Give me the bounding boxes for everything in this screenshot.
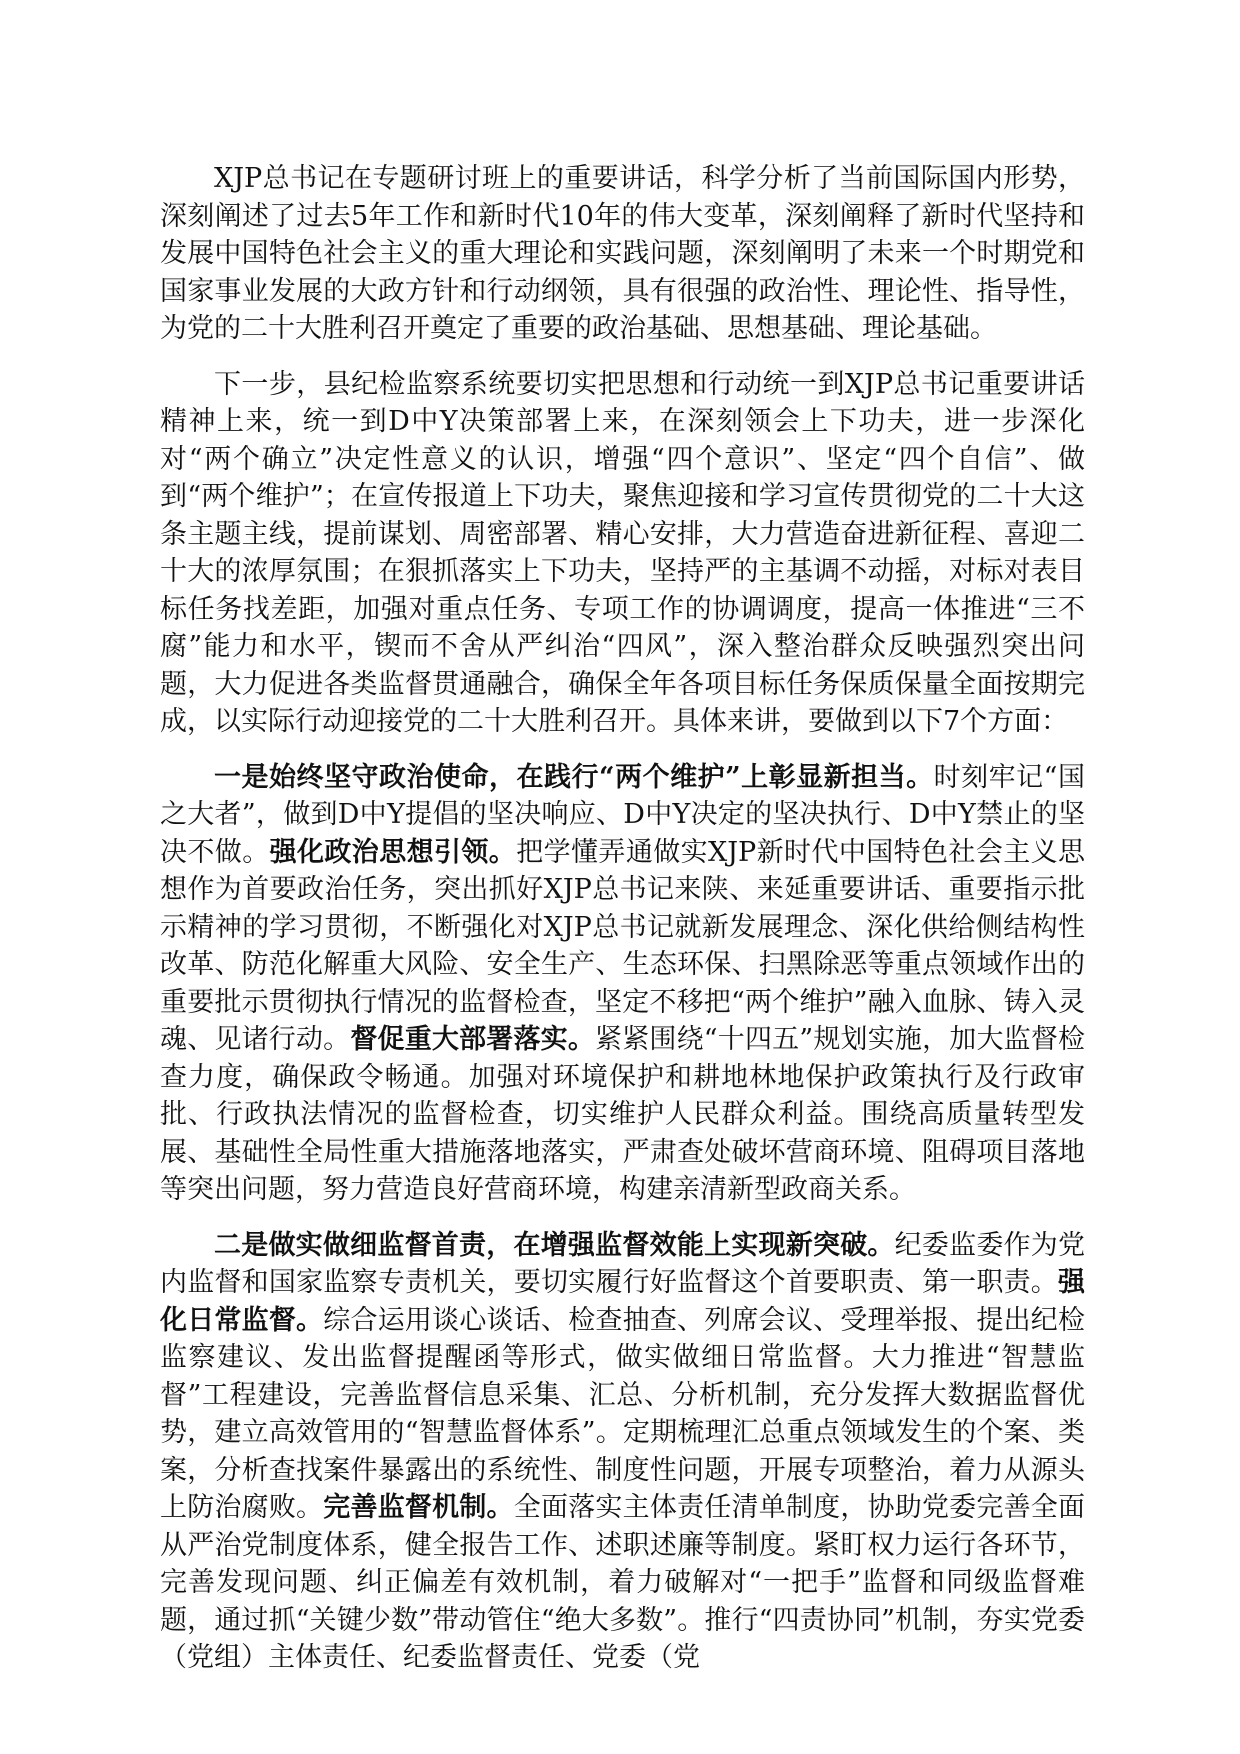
paragraph-2: [160, 366, 1085, 741]
section-2-subheading-1: 强化日常监督。: [160, 1267, 1085, 1336]
section-2-text-2: 综合运用谈心谈话、检查抽查、列席会议、受理举报、提出纪检监察建议、发出监督提醒函等形式，做实做细日常监督。大力推进“智慧监督”工程建设，完善监督信息采集、汇总、分析机制，充分发挥大数据监督优势，建立高效管用的“智慧监督体系”。定期梳理汇总重点领域发生的个案、类案，分析查找案件暴露出的系统性、制度性问题，开展专项整治，着力从源头上防治腐败。: [160, 1304, 1086, 1523]
paragraph-2-text: 下一步，县纪检监察系统要切实把思想和行动统一到XJP总书记重要讲话精神上来，统一到D中Y决策部署上来，在深刻领会上下功夫，进一步深化对“两个确立”决定性意义的认识，增强“四个意识”、坚定“四个自信”、做到“两个维护”；在宣传报道上下功夫，聚焦迎接和学习宣传贯彻党的二十大这条主题主线，提前谋划、周密部署、精心安排，大力营造奋进新征程、喜迎二十大的浓厚氛围；在狠抓落实上下功夫，坚持严的主基调不动摇，对标对表目标任务找差距，加强对重点任务、专项工作的协调调度，提高一体推进“三不腐”能力和水平，锲而不舍从严纠治“四风”，深入整治群众反映强烈突出问题，大力促进各类监督贯通融合，确保全年各项目标任务保质保量全面按期完成，以实际行动迎接党的二十大胜利召开。具体来讲，要做到以下7个方面：: [160, 368, 1085, 737]
paragraph-1: [160, 160, 1085, 348]
paragraph-4: [160, 1227, 1085, 1677]
section-1-text-3: 紧紧围绕“十四五”规划实施，加大监督检查力度，确保政令畅通。加强对环境保护和耕地林地保护政策执行及行政审批、行政执法情况的监督检查，切实维护人民群众利益。围绕高质量转型发展、基础性全局性重大措施落地落实，严肃查处破坏营商环境、阻碍项目落地等突出问题，努力营造良好营商环境，构建亲清新型政商关系。: [160, 1024, 1086, 1205]
section-2-text: 纪委监委作为党内监督和国家监察专责机关，要切实履行好监督这个首要职责、第一职责。: [160, 1229, 1086, 1298]
section-1-heading: 一是始终坚守政治使命，在践行“两个维护”上彰显新担当。: [214, 761, 934, 793]
section-1-text: 时刻牢记“国之大者”，做到D中Y提倡的坚决响应、D中Y决定的坚决执行、D中Y禁止的坚决不做。: [160, 761, 1085, 868]
section-1-subheading-2: 督促重大部署落实。: [350, 1024, 596, 1055]
document-page: [160, 160, 1085, 1695]
section-2-text-3: 全面落实主体责任清单制度，协助党委完善全面从严治党制度体系，健全报告工作、述职述廉等制度。紧盯权力运行各环节，完善发现问题、纠正偏差有效机制，着力破解对“一把手”监督和同级监督难题，通过抓“关键少数”带动管住“绝大多数”。推行“四责协同”机制，夯实党委（党组）主体责任、纪委监督责任、党委（党: [160, 1492, 1086, 1673]
section-1-text-2: 把学懂弄通做实XJP新时代中国特色社会主义思想作为首要政治任务，突出抓好XJP总书记来陕、来延重要讲话、重要指示批示精神的学习贯彻，不断强化对XJP总书记就新发展理念、深化供给侧结构性改革、防范化解重大风险、安全生产、生态环保、扫黑除恶等重点领域作出的重要批示贯彻执行情况的监督检查，坚定不移把“两个维护”融入血脉、铸入灵魂、见诸行动。: [160, 836, 1086, 1055]
section-1-subheading-1: 强化政治思想引领。: [269, 836, 517, 868]
section-2-heading: 二是做实做细监督首责，在增强监督效能上实现新突破。: [214, 1229, 895, 1261]
section-2-subheading-2: 完善监督机制。: [323, 1492, 514, 1523]
paragraph-3: [160, 759, 1085, 1209]
paragraph-1-text: XJP总书记在专题研讨班上的重要讲话，科学分析了当前国际国内形势，深刻阐述了过去5年工作和新时代10年的伟大变革，深刻阐释了新时代坚持和发展中国特色社会主义的重大理论和实践问题，深刻阐明了未来一个时期党和国家事业发展的大政方针和行动纲领，具有很强的政治性、理论性、指导性，为党的二十大胜利召开奠定了重要的政治基础、思想基础、理论基础。: [160, 163, 1085, 344]
